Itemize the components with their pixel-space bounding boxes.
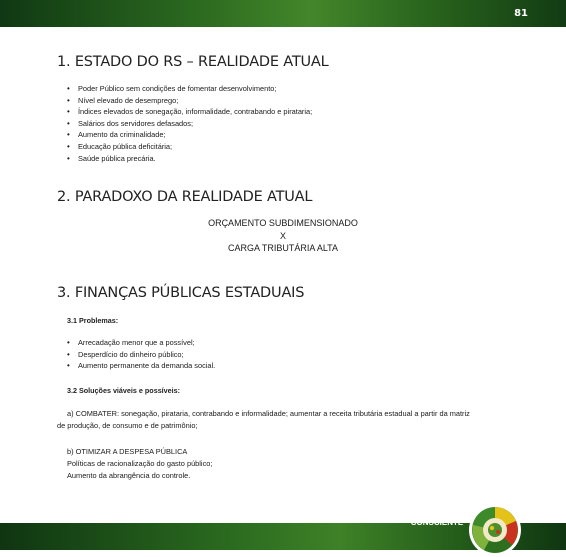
list-item: • Salários dos servidores defasados; — [66, 118, 312, 130]
list-item: • Arrecadação menor que a possível; — [66, 337, 215, 349]
logo-wordmark — [410, 509, 464, 527]
solution-a-line-2: de produção, de consumo e de patrimônio; — [57, 420, 198, 430]
paradox-line-x: X — [279, 230, 286, 241]
page-number: 81 — [514, 8, 528, 19]
section-2-title: 2. PARADOXO DA REALIDADE ATUAL — [57, 189, 313, 205]
list-item: • Nível elevado de desemprego; — [66, 95, 312, 107]
list-item: • Saúde pública precária. — [66, 153, 312, 165]
list-item: • Aumento da criminalidade; — [66, 129, 312, 141]
section-1-list — [66, 83, 312, 164]
solution-b — [67, 446, 212, 481]
paradox-line-tax: CARGA TRIBUTÁRIA ALTA — [227, 243, 339, 253]
logo-line-2: CONSCIENTE — [410, 518, 464, 527]
paradox-line-budget: ORÇAMENTO SUBDIMENSIONADO — [208, 218, 358, 228]
solution-b-title: b) OTIMIZAR A DESPESA PÚBLICA — [67, 447, 188, 456]
list-item: • Desperdício do dinheiro público; — [66, 349, 215, 361]
list-item: • Índices elevados de sonegação, informalidade, contrabando e pirataria; — [66, 106, 312, 118]
problems-heading: 3.1 Problemas: — [67, 316, 119, 325]
section-1-title: 1. ESTADO DO RS – REALIDADE ATUAL — [57, 54, 329, 70]
solution-b-line-2: Aumento da abrangência do controle. — [67, 470, 191, 480]
list-item: • Educação pública deficitária; — [66, 141, 312, 153]
list-item: • Poder Público sem condições de fomentar desenvolvimento; — [66, 83, 312, 95]
logo-emblem-icon — [468, 503, 522, 557]
solution-a — [57, 408, 470, 432]
solution-a-line-1: a) COMBATER: sonegação, pirataria, contrabando e informalidade; aumentar a receita tributária estadual a partir da matriz — [67, 409, 470, 418]
paradox-block — [0, 217, 566, 255]
section-3-title: 3. FINANÇAS PÚBLICAS ESTADUAIS — [57, 285, 305, 301]
solution-b-line-1: Políticas de racionalização do gasto público; — [67, 458, 213, 468]
logo-line-1: SOCIEDADE — [413, 509, 461, 518]
problems-list — [66, 337, 215, 372]
solutions-heading: 3.2 Soluções viáveis e possíveis: — [67, 386, 181, 395]
header-bar — [0, 0, 566, 27]
list-item: • Aumento permanente da demanda social. — [66, 360, 215, 372]
